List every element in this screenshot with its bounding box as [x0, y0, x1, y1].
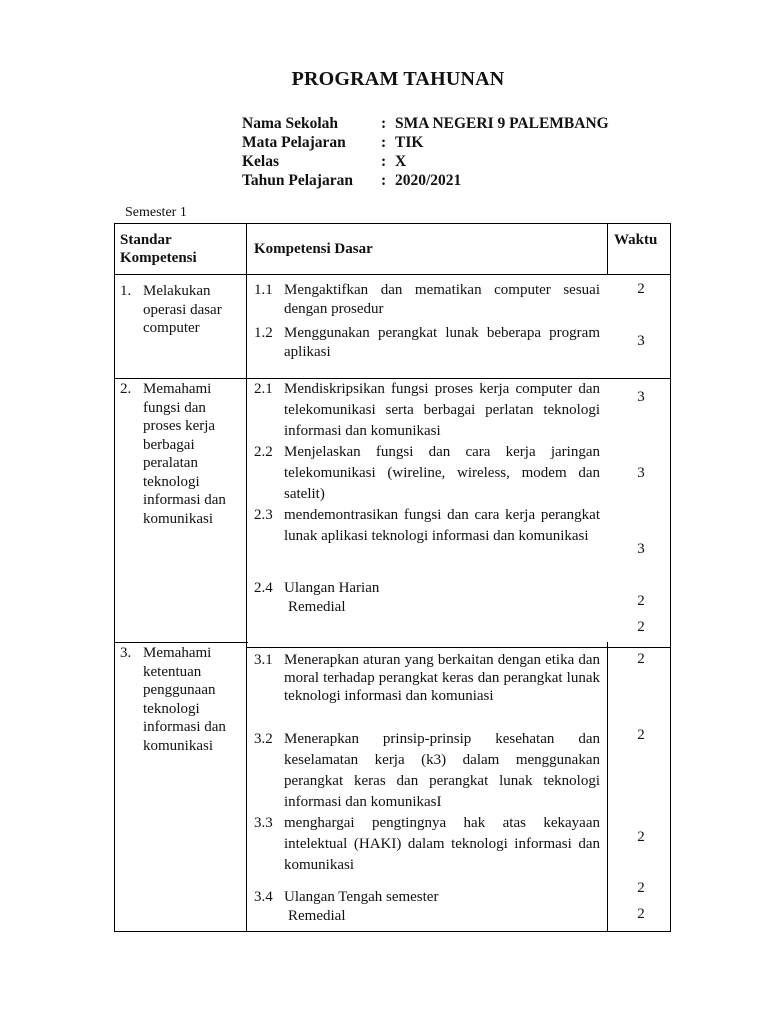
header-standar-kompetensi: [120, 231, 240, 267]
sk-line: fungsi dan: [143, 399, 206, 416]
sk-number: 2.: [120, 381, 132, 397]
sk-number: 1.: [120, 283, 132, 299]
column-divider-2-bottom: [607, 642, 608, 931]
kd-number: 3.2: [254, 731, 273, 747]
kd-text: Menerapkan aturan yang berkaitan dengan etika dan moral terhadap perangkat keras dan perangkat lunak teknologi informasi dan komuniasi: [284, 652, 600, 704]
sk-line: ketentuan: [143, 663, 202, 680]
kd-text: Ulangan Harian: [284, 580, 380, 596]
kd-number: 3.3: [254, 815, 273, 831]
info-value: SMA NEGERI 9 PALEMBANG: [395, 115, 609, 132]
waktu-2-1: 3: [637, 389, 645, 405]
document-title: PROGRAM TAHUNAN: [291, 68, 505, 90]
kd-text: Mengaktifkan dan mematikan computer sesuai dengan prosedur: [284, 282, 600, 317]
waktu-1-2: 3: [637, 333, 645, 349]
annual-program-table: [114, 223, 671, 932]
row-divider-2a: [114, 642, 248, 643]
sk-line: komunikasi: [143, 737, 213, 754]
sk-line: berbagai: [143, 436, 195, 453]
sk-line: informasi dan: [143, 719, 226, 735]
sk-line: teknologi: [143, 700, 200, 717]
sk-line: proses kerja: [143, 418, 216, 434]
info-colon: :: [381, 134, 387, 151]
table-border-bottom: [114, 931, 671, 932]
info-row-year: [242, 172, 609, 191]
kd-text: Remedial: [288, 908, 346, 924]
kd-number: 2.4: [254, 580, 273, 596]
kd-text: Ulangan Tengah semester: [284, 889, 439, 905]
kd-text: Menjelaskan fungsi dan cara kerja jaringan telekomunikasi (wireline, wireless, modem dan satelit): [284, 444, 600, 502]
table-border-left: [114, 223, 115, 932]
waktu-2-4: 2: [637, 593, 645, 609]
waktu-2-2: 3: [637, 465, 645, 481]
info-value: TIK: [395, 134, 424, 151]
info-colon: :: [381, 115, 387, 132]
waktu-3-remedial: 2: [637, 906, 645, 922]
kd-number: 3.4: [254, 889, 273, 905]
kd-3-remedial: [288, 907, 588, 925]
info-colon: :: [381, 153, 387, 170]
kd-number: 2.3: [254, 507, 273, 523]
info-row-class: [242, 153, 609, 172]
kd-text: menghargai pengtingnya hak atas kekayaan intelektual (HAKI) dalam teknologi informasi dan komunikasi: [284, 815, 600, 873]
sk-line: Melakukan: [143, 283, 211, 299]
sk-number: 3.: [120, 645, 132, 661]
waktu-2-remedial: 2: [637, 619, 645, 635]
kd-text: Mendiskripsikan fungsi proses kerja computer dan telekomunikasi serta berbagai perlatan teknologi informasi dan komunikasi: [284, 381, 600, 439]
waktu-3-3: 2: [637, 829, 645, 845]
kd-text: Menerapkan prinsip-prinsip kesehatan dan keselamatan kerja (k3) dalam menggunakan perangkat keras dan perangkat lunak teknologi informasi dan komunikasI: [284, 731, 600, 810]
semester-label: Semester 1: [125, 205, 187, 220]
header-waktu: Waktu: [614, 232, 658, 248]
waktu-1-1: 2: [637, 281, 645, 297]
school-info: [242, 115, 609, 191]
kd-number: 2.2: [254, 444, 273, 460]
header-kompetensi-dasar: Kompetensi Dasar: [254, 241, 373, 257]
info-label: Tahun Pelajaran: [242, 172, 353, 189]
row-divider-2b: [246, 647, 671, 648]
sk-line: computer: [143, 320, 200, 336]
info-row-subject: [242, 134, 609, 153]
sk-line: operasi dasar: [143, 301, 222, 318]
info-value: 2020/2021: [395, 172, 462, 189]
kd-number: 1.2: [254, 325, 273, 341]
kd-text: Remedial: [288, 599, 346, 615]
table-border-right: [670, 223, 671, 932]
column-divider-2-top: [607, 223, 608, 274]
kd-number: 3.1: [254, 652, 273, 668]
kd-text: Menggunakan perangkat lunak beberapa program aplikasi: [284, 325, 600, 360]
waktu-2-3: 3: [637, 541, 645, 557]
info-label: Mata Pelajaran: [242, 134, 346, 151]
sk-line: Memahami: [143, 645, 212, 661]
info-colon: :: [381, 172, 387, 189]
kd-text: mendemontrasikan fungsi dan cara kerja perangkat lunak aplikasi teknologi informasi dan komunikasi: [284, 507, 600, 544]
kd-number: 2.1: [254, 381, 273, 397]
kd-number: 1.1: [254, 282, 273, 298]
table-border-top: [114, 223, 671, 224]
sk-line: komunikasi: [143, 510, 213, 527]
info-label: Kelas: [242, 153, 280, 170]
waktu-3-2: 2: [637, 727, 645, 743]
sk-line: Memahami: [143, 381, 212, 397]
waktu-3-1: 2: [637, 651, 645, 667]
sk-line: peralatan: [143, 455, 198, 471]
header-sk-line: Standar: [120, 232, 172, 248]
sk-line: penggunaan: [143, 682, 216, 698]
sk-line: informasi dan: [143, 492, 226, 508]
waktu-3-4: 2: [637, 880, 645, 896]
info-value: X: [395, 153, 407, 170]
info-row-school: [242, 115, 609, 134]
info-label: Nama Sekolah: [242, 115, 339, 132]
row-divider-header: [114, 274, 671, 275]
header-sk-line: Kompetensi: [120, 250, 197, 266]
kd-2-remedial: [288, 598, 588, 616]
sk-line: teknologi: [143, 473, 200, 490]
